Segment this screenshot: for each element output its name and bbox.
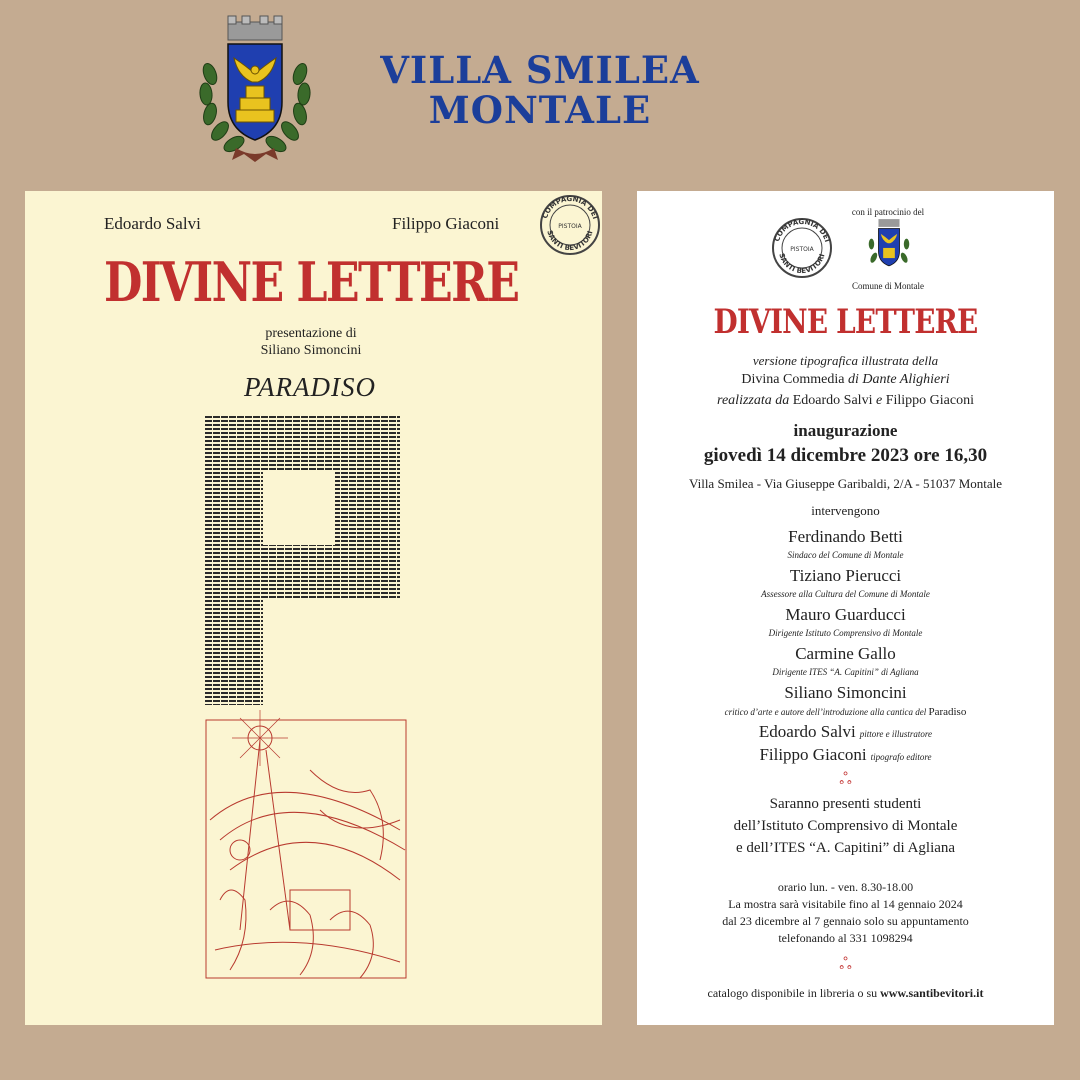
speaker-name: Filippo Giaconi — [759, 745, 867, 764]
svg-text:SANTI BEVITORI: SANTI BEVITORI — [777, 252, 827, 276]
desc-and: e — [875, 393, 886, 408]
event-address: Villa Smilea - Via Giuseppe Garibaldi, 2/A - 51037 Montale — [688, 476, 1003, 491]
catalog-line — [637, 986, 1054, 1001]
presentation-label: presentazione di — [265, 326, 357, 341]
venue-title-line1: VILLA SMILEA — [380, 48, 700, 92]
speaker-line — [637, 722, 1054, 742]
event-date: giovedì 14 dicembre 2023 ore 16,30 — [703, 445, 988, 466]
hours-line3: dal 23 dicembre al 7 gennaio solo su appuntamento — [722, 914, 969, 928]
compagnia-stamp-icon — [538, 193, 602, 257]
desc-work: Divina Commedia — [741, 372, 848, 387]
ornament-icon: ஃ — [839, 771, 852, 788]
comune-label: Comune di Montale — [852, 281, 924, 291]
comune-crest-icon — [196, 14, 314, 164]
speaker-name: Mauro Guarducci — [785, 605, 906, 624]
compagnia-stamp-small-icon — [770, 216, 834, 280]
hours-line1: orario lun. - ven. 8.30-18.00 — [777, 880, 914, 894]
hours-line4: telefonando al 331 1098294 — [778, 931, 913, 945]
speaker-role: Assessore alla Cultura del Comune di Montale — [761, 589, 930, 599]
speaker-role: Dirigente Istituto Comprensivo di Montale — [768, 628, 923, 638]
event-label: inaugurazione — [793, 421, 898, 440]
typographic-letter-p — [205, 415, 405, 705]
svg-text:COMPAGNIA DEI: COMPAGNIA DEI — [541, 194, 600, 221]
poster-title: DIVINE LETTERE — [104, 250, 519, 314]
desc-made-by: realizzata da — [717, 393, 793, 408]
speakers-label: intervengono — [811, 503, 880, 518]
desc-by: di — [847, 372, 863, 387]
invite-desc-line3 — [637, 393, 1054, 409]
ornament-icon: ஃ — [839, 956, 852, 973]
speaker-role: tipografo editore — [870, 752, 932, 762]
invite-desc-line2 — [637, 372, 1054, 388]
svg-text:PISTOIA: PISTOIA — [790, 246, 814, 253]
comune-crest-small-icon — [866, 216, 912, 276]
svg-text:COMPAGNIA DEI: COMPAGNIA DEI — [773, 217, 832, 244]
desc-artist1: Edoardo Salvi — [792, 393, 876, 408]
speaker-name: Edoardo Salvi — [758, 722, 856, 741]
presenter-name: Siliano Simoncini — [260, 343, 362, 358]
speaker-name: Carmine Gallo — [795, 644, 896, 663]
speaker-role-text: critico d’arte e autore dell’introduzione alla cantica del — [724, 707, 927, 717]
speaker-name: Tiziano Pierucci — [789, 566, 902, 585]
venue-title-line2: MONTALE — [428, 88, 652, 132]
catalog-website-link[interactable]: www.santibevitori.it — [880, 986, 984, 1000]
svg-text:SANTI BEVITORI: SANTI BEVITORI — [545, 229, 595, 253]
speaker-role: pittore e illustratore — [859, 729, 933, 739]
speaker-role: Sindaco del Comune di Montale — [787, 550, 904, 560]
speaker-line — [637, 745, 1054, 765]
speaker-role — [637, 706, 1054, 718]
desc-author: Dante Alighieri — [862, 372, 950, 387]
speaker-name: Siliano Simoncini — [784, 683, 907, 702]
catalog-text: catalogo disponibile in libreria o su — [707, 986, 881, 1000]
poster-subtitle: PARADISO — [244, 372, 376, 402]
svg-text:PISTOIA: PISTOIA — [558, 223, 582, 230]
speaker-name: Ferdinando Betti — [788, 527, 903, 546]
speaker-role: Dirigente ITES “A. Capitini” di Agliana — [772, 667, 919, 677]
students-line3: e dell’ITES “A. Capitini” di Agliana — [735, 840, 956, 856]
patronage-label: con il patrocinio del — [851, 207, 925, 217]
author-left: Edoardo Salvi — [104, 214, 201, 233]
desc-artist2: Filippo Giaconi — [885, 393, 974, 408]
students-line1: Saranno presenti studenti — [769, 796, 922, 812]
venue-title — [340, 50, 740, 130]
speaker-role-suffix: Paradiso — [928, 706, 967, 718]
students-line2: dell’Istituto Comprensivo di Montale — [733, 818, 958, 834]
author-right: Filippo Giaconi — [392, 214, 500, 233]
invite-desc-line1: versione tipografica illustrata della — [752, 353, 939, 368]
invite-title: DIVINE LETTERE — [713, 302, 978, 342]
hours-line2: La mostra sarà visitabile fino al 14 gennaio 2024 — [728, 897, 963, 911]
paradiso-illustration — [200, 700, 420, 990]
